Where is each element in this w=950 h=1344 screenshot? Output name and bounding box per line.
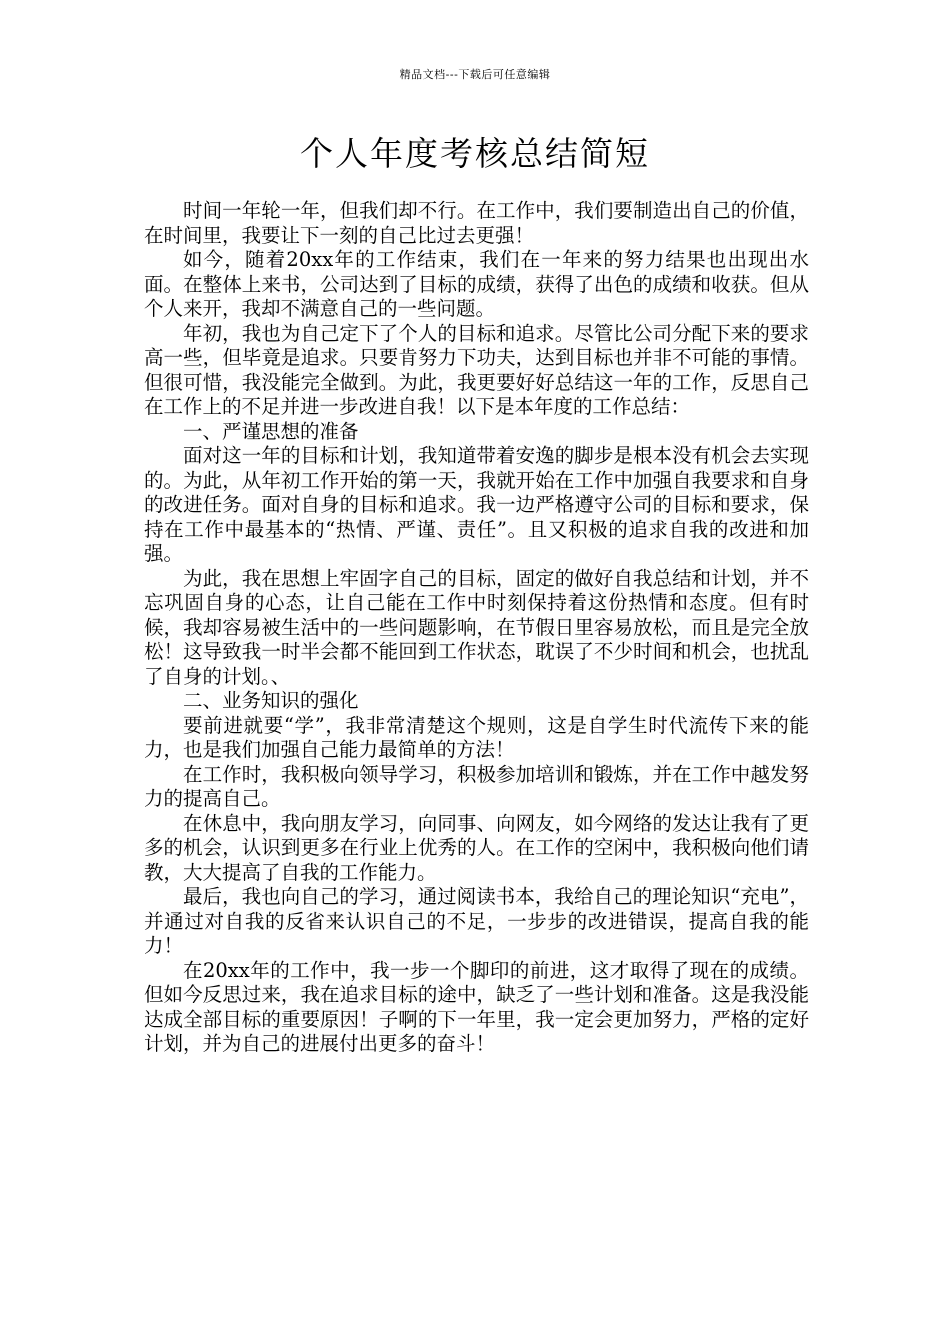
paragraph: 最后，我也向自己的学习，通过阅读书本，我给自己的理论知识“充电”，并通过对自我的反省来认识自己的不足，一步步的改进错误，提高自我的能力！ — [144, 885, 809, 957]
paragraph: 时间一年轮一年，但我们却不行。在工作中，我们要制造出自己的价值，在时间里，我要让下一刻的自己比过去更强！ — [144, 199, 809, 247]
paragraph: 在工作时，我积极向领导学习，积极参加培训和锻炼，并在工作中越发努力的提高自己。 — [144, 762, 809, 810]
section-heading: 二、业务知识的强化 — [183, 689, 359, 712]
paragraph: 面对这一年的目标和计划，我知道带着安逸的脚步是根本没有机会去实现的。为此，从年初工作开始的第一天，我就开始在工作中加强自我要求和自身的改进任务。面对自身的目标和追求。我一边严格遵守公司的目标和要求，保持在工作中最基本的“热情、严谨、责任”。且又积极的追求自我的改进和加强。 — [144, 444, 809, 565]
document-body — [144, 199, 809, 1057]
section-heading: 一、严谨思想的准备 — [183, 419, 359, 443]
paragraph: 在休息中，我向朋友学习，向同事、向网友，如今网络的发达让我有了更多的机会，认识到更多在行业上优秀的人。在工作的空闲中，我积极向他们请教，大大提高了自我的工作能力。 — [144, 811, 809, 884]
paragraph: 要前进就要“学”，我非常清楚这个规则，这是自学生时代流传下来的能力，也是我们加强自己能力最简单的方法！ — [144, 713, 809, 761]
paragraph: 为此，我在思想上牢固字自己的目标，固定的做好自我总结和计划，并不忘巩固自身的心态，让自己能在工作中时刻保持着这份热情和态度。但有时候，我却容易被生活中的一些问题影响，在节假日里容易放松，而且是完全放松！这导致我一时半会都不能回到工作状态，耽误了不少时间和机会，也扰乱了自身的计划。、 — [144, 566, 809, 688]
paragraph: 在20xx年的工作中，我一步一个脚印的前进，这才取得了现在的成绩。但如今反思过来，我在追求目标的途中，缺乏了一些计划和准备。这是我没能达成全部目标的重要原因！子啊的下一年里，我一定会更加努力，严格的定好计划，并为自己的进展付出更多的奋斗！ — [144, 958, 809, 1055]
header-note: 精品文档---下载后可任意编辑 — [399, 68, 551, 81]
paragraph: 如今，随着20xx年的工作结束，我们在一年来的努力结果也出现出水面。在整体上来书，公司达到了目标的成绩，获得了出色的成绩和收获。但从个人来开，我却不满意自己的一些问题。 — [144, 248, 809, 320]
paragraph: 年初，我也为自己定下了个人的目标和追求。尽管比公司分配下来的要求高一些，但毕竟是追求。只要肯努力下功夫，达到目标也并非不可能的事情。但很可惜，我没能完全做到。为此，我更要好好总结这一年的工作，反思自己在工作上的不足并进一步改进自我！以下是本年度的工作总结： — [144, 321, 809, 418]
document-title: 个人年度考核总结简短 — [300, 134, 650, 173]
